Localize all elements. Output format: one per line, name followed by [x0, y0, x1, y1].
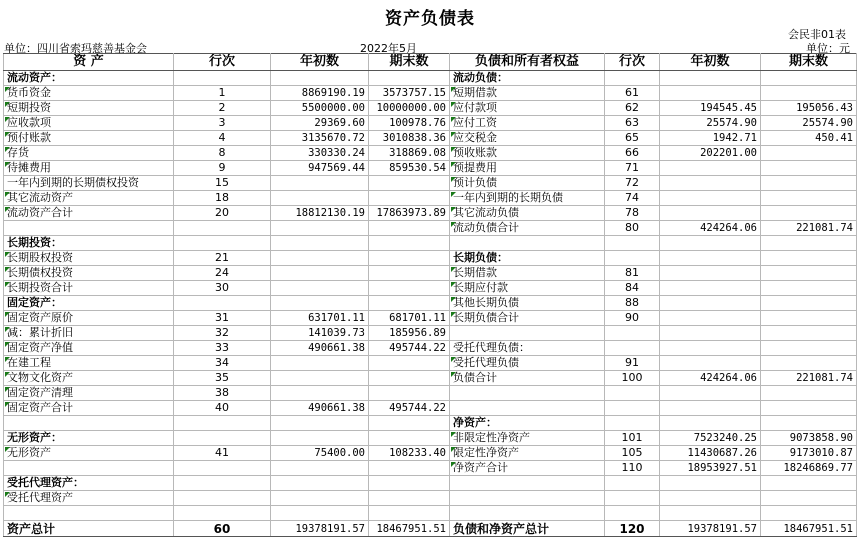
liability-end-cell[interactable]: [761, 71, 857, 86]
liability-end-cell[interactable]: [761, 476, 857, 491]
asset-begin-cell[interactable]: 29369.60: [271, 116, 369, 131]
asset-begin-cell[interactable]: [271, 416, 369, 431]
asset-row-no-cell[interactable]: 21: [174, 251, 271, 266]
asset-row-no-cell[interactable]: [174, 236, 271, 251]
asset-end-cell[interactable]: [369, 506, 450, 521]
liability-end-cell[interactable]: [761, 356, 857, 371]
asset-end-cell[interactable]: 495744.22: [369, 401, 450, 416]
asset-name-cell[interactable]: [4, 416, 174, 431]
asset-name-cell[interactable]: [4, 506, 174, 521]
liability-row-no-cell[interactable]: [605, 236, 660, 251]
asset-end-cell[interactable]: [369, 266, 450, 281]
liability-name-cell[interactable]: [450, 476, 605, 491]
form-code: 会民非01表: [788, 28, 846, 41]
liability-row-no-cell[interactable]: 72: [605, 176, 660, 191]
asset-row-no-cell[interactable]: [174, 71, 271, 86]
total-liabilities-end[interactable]: 18467951.51: [761, 521, 857, 537]
liability-name-cell[interactable]: 其它流动负债: [450, 206, 605, 221]
liability-begin-cell[interactable]: [660, 191, 761, 206]
table-row: [4, 326, 857, 341]
asset-row-no-cell[interactable]: 33: [174, 341, 271, 356]
table-row: [4, 431, 857, 446]
liability-name-cell[interactable]: 限定性净资产: [450, 446, 605, 461]
liability-begin-cell[interactable]: [660, 176, 761, 191]
liability-row-no-cell[interactable]: 80: [605, 221, 660, 236]
table-row: [4, 401, 857, 416]
liability-begin-cell[interactable]: [660, 491, 761, 506]
total-assets-end[interactable]: 18467951.51: [369, 521, 450, 537]
totals-row: [4, 521, 857, 537]
asset-end-cell[interactable]: 100978.76: [369, 116, 450, 131]
liability-begin-cell[interactable]: [660, 341, 761, 356]
asset-begin-cell[interactable]: 5500000.00: [271, 101, 369, 116]
asset-name-cell[interactable]: 货币资金: [4, 86, 174, 101]
asset-name-cell[interactable]: 固定资产原价: [4, 311, 174, 326]
asset-row-no-cell[interactable]: 32: [174, 326, 271, 341]
liability-begin-cell[interactable]: [660, 296, 761, 311]
asset-row-no-cell[interactable]: [174, 431, 271, 446]
asset-name-cell[interactable]: 存货: [4, 146, 174, 161]
liability-name-cell[interactable]: 长期负债：: [450, 251, 605, 266]
liability-begin-cell[interactable]: [660, 401, 761, 416]
liability-row-no-cell[interactable]: 71: [605, 161, 660, 176]
col-end-2: 期末数: [761, 54, 857, 71]
asset-name-cell[interactable]: 文物文化资产: [4, 371, 174, 386]
table-row: [4, 491, 857, 506]
liability-begin-cell[interactable]: 424264.06: [660, 371, 761, 386]
liability-name-cell[interactable]: 长期负债合计: [450, 311, 605, 326]
table-row: [4, 371, 857, 386]
asset-begin-cell[interactable]: [271, 461, 369, 476]
total-assets-begin[interactable]: 19378191.57: [271, 521, 369, 537]
table-row: [4, 146, 857, 161]
liability-row-no-cell[interactable]: [605, 326, 660, 341]
table-row: [4, 71, 857, 86]
liability-row-no-cell[interactable]: [605, 401, 660, 416]
liability-begin-cell[interactable]: 18953927.51: [660, 461, 761, 476]
liability-row-no-cell[interactable]: [605, 71, 660, 86]
liability-name-cell[interactable]: 预提费用: [450, 161, 605, 176]
asset-begin-cell[interactable]: 141039.73: [271, 326, 369, 341]
asset-begin-cell[interactable]: [271, 236, 369, 251]
report-title: 资产负债表: [385, 9, 475, 29]
liability-row-no-cell[interactable]: 61: [605, 86, 660, 101]
table-row: [4, 161, 857, 176]
total-assets-row-no[interactable]: 60: [174, 521, 271, 537]
liability-begin-cell[interactable]: [660, 281, 761, 296]
liability-row-no-cell[interactable]: 110: [605, 461, 660, 476]
table-row: [4, 251, 857, 266]
table-row: [4, 311, 857, 326]
asset-begin-cell[interactable]: [271, 386, 369, 401]
asset-name-cell[interactable]: 短期投资: [4, 101, 174, 116]
asset-name-cell[interactable]: 减：累计折旧: [4, 326, 174, 341]
asset-name-cell[interactable]: 固定资产清理: [4, 386, 174, 401]
liability-row-no-cell[interactable]: [605, 491, 660, 506]
asset-end-cell[interactable]: [369, 191, 450, 206]
liability-name-cell[interactable]: 预收账款: [450, 146, 605, 161]
liability-end-cell[interactable]: 9073858.90: [761, 431, 857, 446]
liability-end-cell[interactable]: [761, 236, 857, 251]
asset-name-cell[interactable]: 受托代理资产: [4, 491, 174, 506]
liability-row-no-cell[interactable]: 62: [605, 101, 660, 116]
asset-end-cell[interactable]: [369, 281, 450, 296]
asset-begin-cell[interactable]: [271, 191, 369, 206]
liability-begin-cell[interactable]: [660, 386, 761, 401]
liability-row-no-cell[interactable]: 65: [605, 131, 660, 146]
asset-row-no-cell[interactable]: [174, 476, 271, 491]
asset-end-cell[interactable]: 318869.08: [369, 146, 450, 161]
asset-end-cell[interactable]: 10000000.00: [369, 101, 450, 116]
asset-row-no-cell[interactable]: [174, 491, 271, 506]
col-row-no: 行次: [174, 54, 271, 71]
asset-row-no-cell[interactable]: 35: [174, 371, 271, 386]
liability-begin-cell[interactable]: [660, 416, 761, 431]
table-row: [4, 101, 857, 116]
asset-row-no-cell[interactable]: 8: [174, 146, 271, 161]
liability-end-cell[interactable]: 450.41: [761, 131, 857, 146]
asset-row-no-cell[interactable]: 1: [174, 86, 271, 101]
asset-name-cell[interactable]: 无形资产: [4, 446, 174, 461]
asset-end-cell[interactable]: [369, 461, 450, 476]
asset-row-no-cell[interactable]: [174, 461, 271, 476]
liability-end-cell[interactable]: 25574.90: [761, 116, 857, 131]
asset-end-cell[interactable]: 495744.22: [369, 341, 450, 356]
liability-begin-cell[interactable]: [660, 161, 761, 176]
asset-end-cell[interactable]: 185956.89: [369, 326, 450, 341]
asset-row-no-cell[interactable]: 34: [174, 356, 271, 371]
liability-begin-cell[interactable]: [660, 311, 761, 326]
liability-name-cell[interactable]: [450, 236, 605, 251]
balance-sheet-table: [3, 53, 857, 537]
liability-end-cell[interactable]: [761, 206, 857, 221]
liability-name-cell[interactable]: [450, 506, 605, 521]
asset-row-no-cell[interactable]: 2: [174, 101, 271, 116]
liability-name-cell[interactable]: [450, 386, 605, 401]
liability-row-no-cell[interactable]: 81: [605, 266, 660, 281]
liability-row-no-cell[interactable]: 88: [605, 296, 660, 311]
table-row: [4, 266, 857, 281]
asset-begin-cell[interactable]: [271, 221, 369, 236]
total-liabilities-row-no[interactable]: 120: [605, 521, 660, 537]
liability-name-cell[interactable]: 短期借款: [450, 86, 605, 101]
liability-begin-cell[interactable]: 7523240.25: [660, 431, 761, 446]
liability-begin-cell[interactable]: 11430687.26: [660, 446, 761, 461]
liability-row-no-cell[interactable]: 91: [605, 356, 660, 371]
asset-end-cell[interactable]: [369, 386, 450, 401]
liability-name-cell[interactable]: 净资产：: [450, 416, 605, 431]
asset-begin-cell[interactable]: [271, 296, 369, 311]
currency-unit: 单位：元: [806, 42, 850, 55]
liability-row-no-cell[interactable]: [605, 506, 660, 521]
liability-name-cell[interactable]: 预计负债: [450, 176, 605, 191]
asset-name-cell[interactable]: 在建工程: [4, 356, 174, 371]
liability-name-cell[interactable]: 净资产合计: [450, 461, 605, 476]
asset-name-cell[interactable]: 固定资产：: [4, 296, 174, 311]
asset-end-cell[interactable]: [369, 416, 450, 431]
liability-end-cell[interactable]: [761, 176, 857, 191]
liability-end-cell[interactable]: [761, 401, 857, 416]
asset-begin-cell[interactable]: [271, 491, 369, 506]
table-row: [4, 236, 857, 251]
asset-row-no-cell[interactable]: 9: [174, 161, 271, 176]
asset-name-cell[interactable]: 固定资产合计: [4, 401, 174, 416]
liability-begin-cell[interactable]: [660, 356, 761, 371]
liability-begin-cell[interactable]: [660, 86, 761, 101]
asset-end-cell[interactable]: 3573757.15: [369, 86, 450, 101]
liability-row-no-cell[interactable]: 74: [605, 191, 660, 206]
table-row: [4, 296, 857, 311]
liability-begin-cell[interactable]: 194545.45: [660, 101, 761, 116]
asset-end-cell[interactable]: [369, 491, 450, 506]
table-row: [4, 221, 857, 236]
header-row: [4, 54, 857, 71]
asset-end-cell[interactable]: [369, 371, 450, 386]
asset-row-no-cell[interactable]: 4: [174, 131, 271, 146]
asset-name-cell[interactable]: 受托代理资产：: [4, 476, 174, 491]
table-row: [4, 86, 857, 101]
liability-begin-cell[interactable]: [660, 206, 761, 221]
liability-end-cell[interactable]: 9173010.87: [761, 446, 857, 461]
asset-end-cell[interactable]: 3010838.36: [369, 131, 450, 146]
table-row: [4, 176, 857, 191]
asset-name-cell[interactable]: 固定资产净值: [4, 341, 174, 356]
asset-row-no-cell[interactable]: 15: [174, 176, 271, 191]
liability-row-no-cell[interactable]: [605, 386, 660, 401]
liability-name-cell[interactable]: 负债合计: [450, 371, 605, 386]
liability-name-cell[interactable]: 受托代理负债：: [450, 341, 605, 356]
asset-begin-cell[interactable]: [271, 371, 369, 386]
liability-begin-cell[interactable]: [660, 251, 761, 266]
liability-begin-cell[interactable]: 1942.71: [660, 131, 761, 146]
liability-end-cell[interactable]: [761, 311, 857, 326]
liability-row-no-cell[interactable]: 90: [605, 311, 660, 326]
liability-end-cell[interactable]: [761, 281, 857, 296]
table-row: [4, 356, 857, 371]
table-row: [4, 476, 857, 491]
liability-row-no-cell[interactable]: 63: [605, 116, 660, 131]
liability-begin-cell[interactable]: [660, 506, 761, 521]
liability-row-no-cell[interactable]: [605, 341, 660, 356]
liability-row-no-cell[interactable]: 100: [605, 371, 660, 386]
asset-row-no-cell[interactable]: 30: [174, 281, 271, 296]
asset-end-cell[interactable]: [369, 431, 450, 446]
table-row: [4, 191, 857, 206]
liability-row-no-cell[interactable]: 84: [605, 281, 660, 296]
liability-end-cell[interactable]: [761, 326, 857, 341]
liability-name-cell[interactable]: [450, 326, 605, 341]
liability-row-no-cell[interactable]: 66: [605, 146, 660, 161]
asset-begin-cell[interactable]: 75400.00: [271, 446, 369, 461]
asset-begin-cell[interactable]: [271, 176, 369, 191]
asset-name-cell[interactable]: 无形资产：: [4, 431, 174, 446]
liability-begin-cell[interactable]: 25574.90: [660, 116, 761, 131]
asset-row-no-cell[interactable]: 40: [174, 401, 271, 416]
asset-name-cell[interactable]: [4, 221, 174, 236]
asset-begin-cell[interactable]: 490661.38: [271, 401, 369, 416]
liability-end-cell[interactable]: 195056.43: [761, 101, 857, 116]
liability-end-cell[interactable]: [761, 191, 857, 206]
liability-end-cell[interactable]: 18246869.77: [761, 461, 857, 476]
asset-name-cell[interactable]: 流动资产：: [4, 71, 174, 86]
asset-row-no-cell[interactable]: [174, 416, 271, 431]
liability-name-cell[interactable]: [450, 401, 605, 416]
asset-name-cell[interactable]: 长期股权投资: [4, 251, 174, 266]
liability-name-cell[interactable]: 非限定性净资产: [450, 431, 605, 446]
asset-name-cell[interactable]: 应收款项: [4, 116, 174, 131]
asset-name-cell[interactable]: 流动资产合计: [4, 206, 174, 221]
liability-name-cell[interactable]: 长期借款: [450, 266, 605, 281]
col-end: 期末数: [369, 54, 450, 71]
asset-row-no-cell[interactable]: [174, 221, 271, 236]
total-assets-label[interactable]: 资产总计: [4, 521, 174, 537]
liability-end-cell[interactable]: [761, 296, 857, 311]
table-row: [4, 446, 857, 461]
asset-name-cell[interactable]: 待摊费用: [4, 161, 174, 176]
asset-row-no-cell[interactable]: 24: [174, 266, 271, 281]
liability-name-cell[interactable]: 受托代理负债: [450, 356, 605, 371]
asset-row-no-cell[interactable]: [174, 296, 271, 311]
liability-name-cell[interactable]: [450, 491, 605, 506]
asset-name-cell[interactable]: 长期债权投资: [4, 266, 174, 281]
liability-end-cell[interactable]: 221081.74: [761, 371, 857, 386]
liability-begin-cell[interactable]: 202201.00: [660, 146, 761, 161]
col-liabilities: 负债和所有者权益: [450, 54, 605, 71]
col-row-no-2: 行次: [605, 54, 660, 71]
asset-end-cell[interactable]: [369, 71, 450, 86]
asset-begin-cell[interactable]: [271, 281, 369, 296]
asset-begin-cell[interactable]: 631701.11: [271, 311, 369, 326]
liability-begin-cell[interactable]: [660, 236, 761, 251]
table-row: [4, 131, 857, 146]
asset-row-no-cell[interactable]: 41: [174, 446, 271, 461]
asset-row-no-cell[interactable]: 18: [174, 191, 271, 206]
asset-begin-cell[interactable]: 490661.38: [271, 341, 369, 356]
asset-end-cell[interactable]: [369, 296, 450, 311]
liability-row-no-cell[interactable]: [605, 251, 660, 266]
asset-begin-cell[interactable]: [271, 251, 369, 266]
asset-begin-cell[interactable]: [271, 431, 369, 446]
liability-end-cell[interactable]: [761, 146, 857, 161]
table-row: [4, 281, 857, 296]
liability-end-cell[interactable]: [761, 341, 857, 356]
asset-end-cell[interactable]: [369, 476, 450, 491]
table-row: [4, 506, 857, 521]
report-period: 2022年5月: [360, 42, 417, 55]
asset-begin-cell[interactable]: 3135670.72: [271, 131, 369, 146]
asset-begin-cell[interactable]: 947569.44: [271, 161, 369, 176]
asset-begin-cell[interactable]: [271, 71, 369, 86]
liability-begin-cell[interactable]: 424264.06: [660, 221, 761, 236]
asset-end-cell[interactable]: 108233.40: [369, 446, 450, 461]
liability-name-cell[interactable]: 一年内到期的长期负债: [450, 191, 605, 206]
liability-name-cell[interactable]: 流动负债合计: [450, 221, 605, 236]
asset-row-no-cell[interactable]: 20: [174, 206, 271, 221]
liability-begin-cell[interactable]: [660, 476, 761, 491]
asset-name-cell[interactable]: 长期投资合计: [4, 281, 174, 296]
total-liabilities-label[interactable]: 负债和净资产总计: [450, 521, 605, 537]
liability-end-cell[interactable]: 221081.74: [761, 221, 857, 236]
asset-end-cell[interactable]: [369, 176, 450, 191]
liability-end-cell[interactable]: [761, 251, 857, 266]
liability-begin-cell[interactable]: [660, 266, 761, 281]
asset-name-cell[interactable]: 其它流动资产: [4, 191, 174, 206]
liability-row-no-cell[interactable]: [605, 476, 660, 491]
liability-end-cell[interactable]: [761, 386, 857, 401]
table-row: [4, 206, 857, 221]
total-liabilities-begin[interactable]: 19378191.57: [660, 521, 761, 537]
table-row: [4, 386, 857, 401]
liability-begin-cell[interactable]: [660, 71, 761, 86]
asset-row-no-cell[interactable]: 38: [174, 386, 271, 401]
liability-row-no-cell[interactable]: [605, 416, 660, 431]
liability-end-cell[interactable]: [761, 266, 857, 281]
asset-begin-cell[interactable]: [271, 356, 369, 371]
liability-row-no-cell[interactable]: 105: [605, 446, 660, 461]
asset-begin-cell[interactable]: [271, 506, 369, 521]
liability-row-no-cell[interactable]: 101: [605, 431, 660, 446]
liability-end-cell[interactable]: [761, 161, 857, 176]
table-row: [4, 341, 857, 356]
asset-name-cell[interactable]: 预付账款: [4, 131, 174, 146]
liability-begin-cell[interactable]: [660, 326, 761, 341]
asset-end-cell[interactable]: 859530.54: [369, 161, 450, 176]
liability-name-cell[interactable]: 流动负债：: [450, 71, 605, 86]
asset-row-no-cell[interactable]: [174, 506, 271, 521]
asset-end-cell[interactable]: [369, 356, 450, 371]
asset-begin-cell[interactable]: [271, 476, 369, 491]
table-row: [4, 416, 857, 431]
asset-name-cell[interactable]: 长期投资：: [4, 236, 174, 251]
liability-row-no-cell[interactable]: 78: [605, 206, 660, 221]
table-row: [4, 116, 857, 131]
asset-begin-cell[interactable]: 8869190.19: [271, 86, 369, 101]
asset-end-cell[interactable]: 681701.11: [369, 311, 450, 326]
liability-end-cell[interactable]: [761, 491, 857, 506]
table-row: [4, 461, 857, 476]
asset-begin-cell[interactable]: 330330.24: [271, 146, 369, 161]
asset-end-cell[interactable]: [369, 221, 450, 236]
liability-end-cell[interactable]: [761, 416, 857, 431]
asset-end-cell[interactable]: [369, 251, 450, 266]
asset-row-no-cell[interactable]: 31: [174, 311, 271, 326]
asset-end-cell[interactable]: [369, 236, 450, 251]
liability-name-cell[interactable]: 应付款项: [450, 101, 605, 116]
liability-name-cell[interactable]: 应交税金: [450, 131, 605, 146]
asset-name-cell[interactable]: 一年内到期的长期债权投资: [4, 176, 174, 191]
col-begin-2: 年初数: [660, 54, 761, 71]
liability-name-cell[interactable]: 应付工资: [450, 116, 605, 131]
liability-end-cell[interactable]: [761, 506, 857, 521]
liability-end-cell[interactable]: [761, 86, 857, 101]
asset-row-no-cell[interactable]: 3: [174, 116, 271, 131]
organization-label: 单位：四川省索玛慈善基金会: [4, 42, 147, 55]
liability-name-cell[interactable]: 长期应付款: [450, 281, 605, 296]
asset-begin-cell[interactable]: 18812130.19: [271, 206, 369, 221]
asset-begin-cell[interactable]: [271, 266, 369, 281]
col-begin: 年初数: [271, 54, 369, 71]
liability-name-cell[interactable]: 其他长期负债: [450, 296, 605, 311]
col-assets: 资 产: [4, 54, 174, 71]
asset-name-cell[interactable]: [4, 461, 174, 476]
asset-end-cell[interactable]: 17863973.89: [369, 206, 450, 221]
